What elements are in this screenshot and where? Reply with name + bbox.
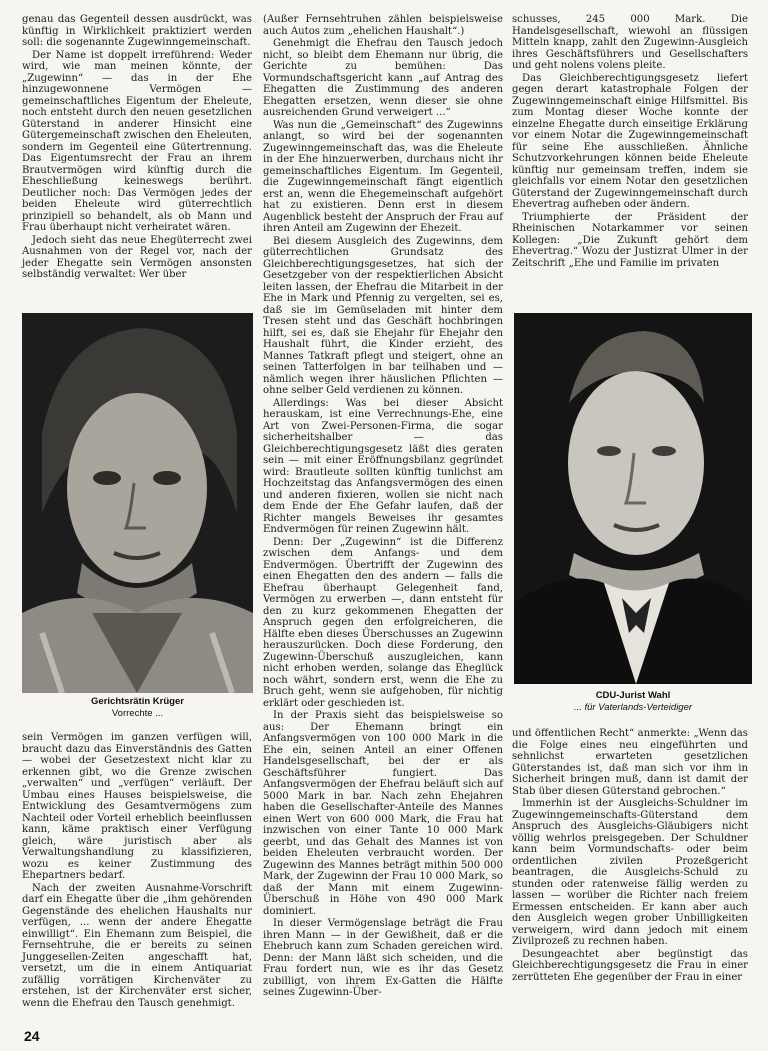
column-3-top (512, 14, 748, 299)
paragraph: Was nun die „Gemeinschaft“ des Zugewinns anlangt, so wird bei der sogenannten Zugewinngemeinschaft das, was die Eheleute in der Ehe hinzuerwerben, durchaus nicht ihr gemeinschaftliches Eigentum. Im Gegenteil, die Zugewinngemeinschaft fängt eigentlich erst an, wenn die Ehegemeinschaft aufgehört hat zu existieren. Denn erst in diesem Augenblick besteht der Anspruch der Frau auf ihren Anteil am Zugewinn der Ehezeit. (263, 119, 503, 234)
paragraph: (Außer Fernsehtruhen zählen beispielsweise auch Autos zum „ehelichen Haushalt“.) (263, 14, 503, 37)
column-3-bottom (512, 728, 748, 1038)
paragraph: Nach der zweiten Ausnahme-Vorschrift darf ein Ehegatte über die „ihm gehörenden Gegenstände des ehelichen Haushalts nur verfügen, ... wenn der andere Ehegatte einwilligt“. Ein Ehemann zum Beispiel, die Fernsehtruhe, die er bereits zu seinen Junggesellen-Zeiten angeschafft hat, versetzt, um die in einem Antiquariat zufällig vorrätigen Kirchenväter zu erstehen, ist der Kirchenväter erst sicher, wenn die Ehefrau den Tausch genehmigt. (22, 882, 252, 1009)
caption-subtitle: Vorrechte ... (111, 708, 164, 719)
paragraph: genau das Gegenteil dessen ausdrückt, was künftig in Wirklichkeit praktiziert werden soll: die sogenannte Zugewinngemeinschaft. (22, 14, 252, 48)
page-number: 24 (24, 1028, 40, 1044)
photo-caption-wahl (514, 690, 752, 714)
caption-name: CDU-Jurist Wahl (595, 690, 671, 701)
portrait-image (514, 313, 752, 684)
paragraph: In der Praxis sieht das beispielsweise so aus: Der Ehemann bringt ein Anfangsvermögen von 100 000 Mark in die Ehe ein, seinen Anteil an einer Offenen Handelsgesellschaft, bei der er als Geschäftsführer fungiert. Das Anfangsvermögen der Ehefrau beläuft sich auf 5000 Mark in bar. Nach zehn Ehejahren haben die Gesellschafter-Anteile des Mannes einen Wert von 600 000 Mark, die Frau hat inzwischen von einer Tante 10 000 Mark geerbt, und das Gehalt des Mannes ist von beiden Eheleuten verbraucht worden. Der Zugewinn des Mannes beträgt mithin 500 000 Mark, der Zugewinn der Frau 10 000 Mark, so daß der Mann mit einem Zugewinn-Überschuß in Höhe von 490 000 Mark dominiert. (263, 710, 503, 917)
column-2 (263, 14, 503, 1039)
paragraph: Der Name ist doppelt irreführend: Weder wird, wie man meinen könnte, der „Zugewinn“ — das in der Ehe hinzugewonnene Vermögen — gemeinschaftliches Eigentum der Eheleute, noch entsteht durch den neuen gesetzlichen Güterstand in anderer Hinsicht eine Gütergemeinschaft zwischen den Eheleuten, sondern im Gegenteil eine Gütertrennung. Das Eigentumsrecht der Frau an ihrem Brautvermögen wird künftig durch die Eheschließung keineswegs berührt. Deutlicher noch: Das Vermögen jedes der beiden Eheleute wird güterrechtlich prinzipiell so behandelt, als ob Mann und Frau überhaupt nicht verheiratet wären. (22, 49, 252, 233)
paragraph: Immerhin ist der Ausgleichs-Schuldner im Zugewinngemeinschafts-Güterstand dem Anspruch des Ausgleichs-Gläubigers nicht völlig wehrlos preisgegeben. Der Schuldner kann beim Vormundschafts- oder beim ordentlichen zivilen Prozeßgericht beantragen, die Ausgleichs-Schuld zu stunden oder ratenweise fällig werden zu lassen — worüber die Richter nach freiem Ermessen entscheiden. Er kann aber auch den Ausgleich wegen grober Unbilligkeiten verweigern, wird dann jedoch mit einem Zivilprozeß zu rechnen haben. (512, 798, 748, 947)
paragraph: schusses, 245 000 Mark. Die Handelsgesellschaft, wiewohl an flüssigen Mitteln knapp, zahlt den Zugewinn-Ausgleich ihres Geschäftsführers und Gesellschafters und geht nolens volens pleite. (512, 14, 748, 71)
paragraph: Desungeachtet aber begünstigt das Gleichberechtigungsgesetz die Frau in einer zerrütteten Ehe gegenüber der Frau in einer (512, 948, 748, 983)
paragraph: Denn: Der „Zugewinn“ ist die Differenz zwischen dem Anfangs- und dem Endvermögen. Übertrifft der Zugewinn des einen Ehegatten den des andern — falls die Ehefrau überhaupt Gelegenheit fand, Vermögen zu erwerben —, dann entsteht für den zu kurz gekommenen Ehegatten der Anspruch gegen den erfolgreicheren, die Hälfte eben dieses Überschusses an Zugewinn herauszurücken. Doch diese Forderung, den Zugewinn-Überschuß auszugleichen, kann nicht erhoben werden, solange das Eheglück noch währt, sondern erst, wenn die Ehe zu Bruch geht, wenn sie aufgehoben, für nichtig erklärt oder geschieden ist. (263, 536, 503, 709)
portrait-photo-krueger (22, 313, 253, 693)
photo-caption-krueger (22, 696, 253, 720)
paragraph: Allerdings: Was bei dieser Absicht herauskam, ist eine Verrechnungs-Ehe, eine Art von Zwei-Personen-Firma, die sogar sicherheitshalber — das Gleichberechtigungsgesetz läßt dies geraten sein — mit einer Eröffnungsbilanz gegründet wird: Brautleute sollten künftig tunlichst am Hochzeitstag das Anfangsvermögen des einen und anderen fixieren, wollen sie nicht nach dem Ende der Ehe Gefahr laufen, daß der Richter mangels Beweises ihr gesamtes Endvermögen für reinen Zugewinn hält. (263, 397, 503, 535)
paragraph: Triumphierte der Präsident der Rheinischen Notarkammer vor seinen Kollegen: „Die Zukunft gehört dem Ehevertrag.“ Wozu der Justizrat Ulmer in der Zeitschrift „Ehe und Familie im privaten (512, 211, 748, 269)
paragraph: sein Vermögen im ganzen verfügen will, braucht dazu das Einverständnis des Gatten — wobei der Gesetzestext nicht klar zu erkennen gibt, wo die Grenze zwischen „verwalten“ und „verfügen“ verläuft. Der Umbau eines Hauses beispielsweise, die Entwicklung des Gesamtvermögens zum Nachteil oder Vorteil erheblich beeinflussen kann, käme praktisch einer Verfügung gleich, wäre juristisch aber als Verwaltungshandlung zu klassifizieren, wozu es keiner Zustimmung des Ehepartners bedarf. (22, 732, 252, 881)
caption-subtitle: ... für Vaterlands-Verteidiger (573, 702, 693, 713)
portrait-image (22, 313, 253, 693)
caption-name: Gerichtsrätin Krüger (91, 696, 184, 707)
portrait-photo-wahl (514, 313, 752, 684)
paragraph: In dieser Vermögenslage beträgt die Frau ihren Mann — in der Gewißheit, daß er die Ehebruch kann zum Schaden gereichen wird. Denn: der Mann läßt sich scheiden, und die Frau fordert nun, wie es ihr das Gesetz zubilligt, von ihrem Ex-Gatten die Hälfte seines Zugewinn-Über- (263, 918, 503, 998)
paragraph: Bei diesem Ausgleich des Zugewinns, dem güterrechtlichen Grundsatz des Gleichberechtigungsgesetzes, hat sich der Gesetzgeber von der respektierlichen Absicht leiten lassen, der Ehefrau die Mitarbeit in der Ehe in Mark und Pfennig zu vergelten, sei es, daß sie im Gemüseladen mit hinter dem Tresen steht und das Geschäft hochbringen hilft, sei es, daß sie Ehejahr für Ehejahr den Haushalt führt, die Kinder erzieht, des Mannes Tatkraft pflegt und steigert, ohne an seinen Tatterfolgen in bar teilhaben und — nämlich wegen ihrer häuslichen Pflichten — ohne selber Geld verdienen zu können. (263, 235, 503, 396)
column-1-bottom (22, 732, 252, 1027)
paragraph: Das Gleichberechtigungsgesetz liefert gegen derart katastrophale Folgen der Zugewinngemeinschaft einige Hilfsmittel. Bis zum Montag dieser Woche konnte der einzelne Ehegatte durch einseitige Erklärung vor einem Notar die Zugewinngemeinschaft für seine Ehe ausschließen. Ähnliche Schutzvorkehrungen können beide Eheleute künftig nur gemeinsam treffen, indem sie gleichfalls vor einem Notar den gesetzlichen Güterstand der Zugewinngemeinschaft durch Ehevertrag aufheben oder ändern. (512, 72, 748, 210)
paragraph: Genehmigt die Ehefrau den Tausch jedoch nicht, so bleibt dem Ehemann nur übrig, die Gerichte zu bemühen: Das Vormundschaftsgericht kann „auf Antrag des Ehegatten die Zustimmung des anderen Ehegatten ersetzen, wenn dieser sie ohne ausreichenden Grund verweigert ...“ (263, 38, 503, 118)
paragraph: und öffentlichen Recht“ anmerkte: „Wenn das die Folge eines neu eingeführten und sehnlichst erwarteten gesetzlichen Güterstandes ist, daß man sich vor ihm in Sicherheit bringen muß, dann ist damit der Stab über diesen Güterstand gebrochen.“ (512, 728, 748, 797)
paragraph: Jedoch sieht das neue Ehegüterrecht zwei Ausnahmen von der Regel vor, nach der jeder Ehegatte sein Vermögen ansonsten selbständig verwaltet: Wer über (22, 234, 252, 280)
column-1-top (22, 14, 252, 304)
